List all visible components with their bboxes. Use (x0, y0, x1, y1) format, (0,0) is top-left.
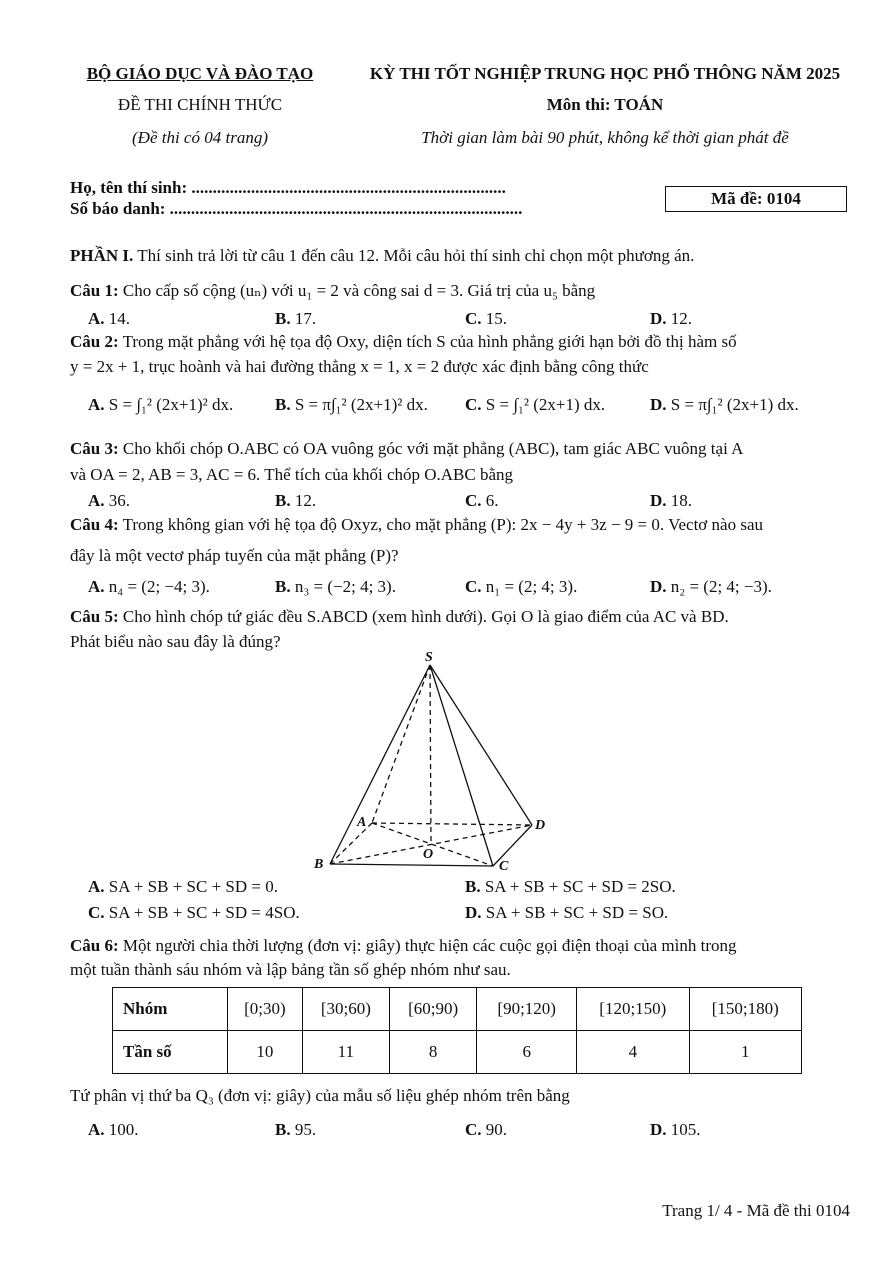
table-cell: [0;30) (228, 988, 303, 1031)
q3-option-a[interactable]: A. 36. (88, 491, 131, 510)
frequency-table (112, 987, 802, 1074)
q2-option-c[interactable]: C. S = ∫₁² (2x+1) dx. (465, 395, 606, 414)
label-d: D (535, 818, 546, 833)
diag-bd (330, 825, 532, 864)
q2-option-a[interactable]: A. S = ∫₁² (2x+1)² dx. (88, 395, 234, 414)
label-o: O (423, 847, 434, 862)
q6-option-b[interactable]: B. 95. (275, 1120, 317, 1139)
table-cell: 8 (390, 1031, 477, 1074)
table-cell: [30;60) (302, 988, 389, 1031)
table-row-label: Nhóm (113, 988, 228, 1031)
table-row-label: Tần số (113, 1031, 228, 1074)
q1-option-b[interactable]: B. 17. (275, 309, 317, 328)
question-6-prompt: Tứ phân vị thứ ba Q₃ (đơn vị: giây) của mẫu số liệu ghép nhóm trên bằng (70, 1086, 570, 1105)
page-footer: Trang 1/ 4 - Mã đề thi 0104 (662, 1201, 850, 1220)
edge-ad (372, 823, 532, 825)
question-6-cont: một tuần thành sáu nhóm và lập bảng tần số ghép nhóm như sau. (70, 960, 511, 979)
table-row (113, 1031, 802, 1074)
label-c: C (499, 859, 509, 874)
q5-option-d[interactable]: D. SA + SB + SC + SD = SO. (465, 903, 669, 922)
edge-bc (330, 864, 493, 866)
edge-sc (430, 665, 493, 866)
label-b: B (314, 857, 324, 872)
q3-option-d[interactable]: D. 18. (650, 491, 693, 510)
edge-ab (330, 823, 372, 864)
table-cell: 11 (302, 1031, 389, 1074)
edge-sb (330, 665, 430, 864)
q6-option-d[interactable]: D. 105. (650, 1120, 701, 1139)
q1-option-a[interactable]: A. 14. (88, 309, 131, 328)
table-cell: [150;180) (689, 988, 801, 1031)
q4-option-b[interactable]: B. n₃ = (−2; 4; 3). (275, 577, 396, 596)
question-4: Câu 4: Trong không gian với hệ tọa độ Oxyz, cho mặt phẳng (P): 2x − 4y + 3z − 9 = 0. Vectơ nào sau (70, 515, 763, 534)
q5-option-c[interactable]: C. SA + SB + SC + SD = 4SO. (88, 903, 300, 922)
q5-option-a[interactable]: A. SA + SB + SC + SD = 0. (88, 877, 278, 896)
label-s: S (425, 650, 433, 665)
subject-line: Môn thi: TOÁN (546, 95, 664, 114)
question-5: Câu 5: Cho hình chóp tứ giác đều S.ABCD (xem hình dưới). Gọi O là giao điểm của AC và BD. (70, 607, 729, 626)
question-5-cont: Phát biểu nào sau đây là đúng? (70, 632, 281, 651)
question-3-cont: và OA = 2, AB = 3, AC = 6. Thể tích của khối chóp O.ABC bằng (70, 465, 514, 484)
q4-option-d[interactable]: D. n₂ = (2; 4; −3). (650, 577, 772, 596)
height-so (430, 665, 431, 845)
q6-option-a[interactable]: A. 100. (88, 1120, 139, 1139)
table-cell: 10 (228, 1031, 303, 1074)
official-label: ĐỀ THI CHÍNH THỨC (117, 95, 283, 114)
q6-option-c[interactable]: C. 90. (465, 1120, 508, 1139)
q3-option-c[interactable]: C. 6. (465, 491, 499, 510)
table-cell: 1 (689, 1031, 801, 1074)
q4-option-c[interactable]: C. n₁ = (2; 4; 3). (465, 577, 578, 596)
ministry-title: BỘ GIÁO DỤC VÀ ĐÀO TẠO (86, 64, 314, 83)
question-1: Câu 1: Cho cấp số cộng (uₙ) với u₁ = 2 và công sai d = 3. Giá trị của u₅ bằng (70, 281, 596, 300)
question-2-cont: y = 2x + 1, trục hoành và hai đường thẳng x = 1, x = 2 được xác định bằng công thức (70, 357, 649, 376)
table-cell: [60;90) (390, 988, 477, 1031)
edge-sd (430, 665, 532, 825)
question-2: Câu 2: Trong mặt phẳng với hệ tọa độ Oxy, diện tích S của hình phẳng giới hạn bởi đồ thị hàm số (70, 332, 737, 351)
candidate-name-field: Họ, tên thí sinh: .......................................................................... (70, 178, 506, 197)
question-6: Câu 6: Một người chia thời lượng (đơn vị: giây) thực hiện các cuộc gọi điện thoại của mình trong (70, 936, 737, 955)
label-a: A (357, 815, 367, 830)
diag-ac (372, 823, 493, 866)
edge-sa (372, 665, 430, 823)
q2-option-b[interactable]: B. S = π∫₁² (2x+1)² dx. (275, 395, 428, 414)
table-cell: [120;150) (577, 988, 689, 1031)
q1-option-d[interactable]: D. 12. (650, 309, 693, 328)
part1-instruction: PHẦN I. Thí sinh trả lời từ câu 1 đến câu 12. Mỗi câu hỏi thí sinh chỉ chọn một phương án. (70, 246, 695, 265)
candidate-id-field: Số báo danh: ................................................................................... (70, 199, 523, 218)
pages-note: (Đề thi có 04 trang) (132, 128, 268, 147)
table-row (113, 988, 802, 1031)
exam-code-box: Mã đề: 0104 (665, 186, 847, 212)
q5-option-b[interactable]: B. SA + SB + SC + SD = 2SO. (465, 877, 676, 896)
edge-cd (493, 825, 532, 866)
table-cell: 4 (577, 1031, 689, 1074)
question-3: Câu 3: Cho khối chóp O.ABC có OA vuông góc với mặt phẳng (ABC), tam giác ABC vuông tại A (70, 439, 744, 458)
time-note: Thời gian làm bài 90 phút, không kể thời gian phát đề (421, 128, 789, 147)
table-cell: [90;120) (477, 988, 577, 1031)
question-4-cont: đây là một vectơ pháp tuyến của mặt phẳng (P)? (70, 546, 399, 565)
q3-option-b[interactable]: B. 12. (275, 491, 317, 510)
exam-title: KỲ THI TỐT NGHIỆP TRUNG HỌC PHỔ THÔNG NĂM 2025 (369, 64, 841, 83)
q1-option-c[interactable]: C. 15. (465, 309, 508, 328)
table-cell: 6 (477, 1031, 577, 1074)
q4-option-a[interactable]: A. n₄ = (2; −4; 3). (88, 577, 210, 596)
q2-option-d[interactable]: D. S = π∫₁² (2x+1) dx. (650, 395, 799, 414)
